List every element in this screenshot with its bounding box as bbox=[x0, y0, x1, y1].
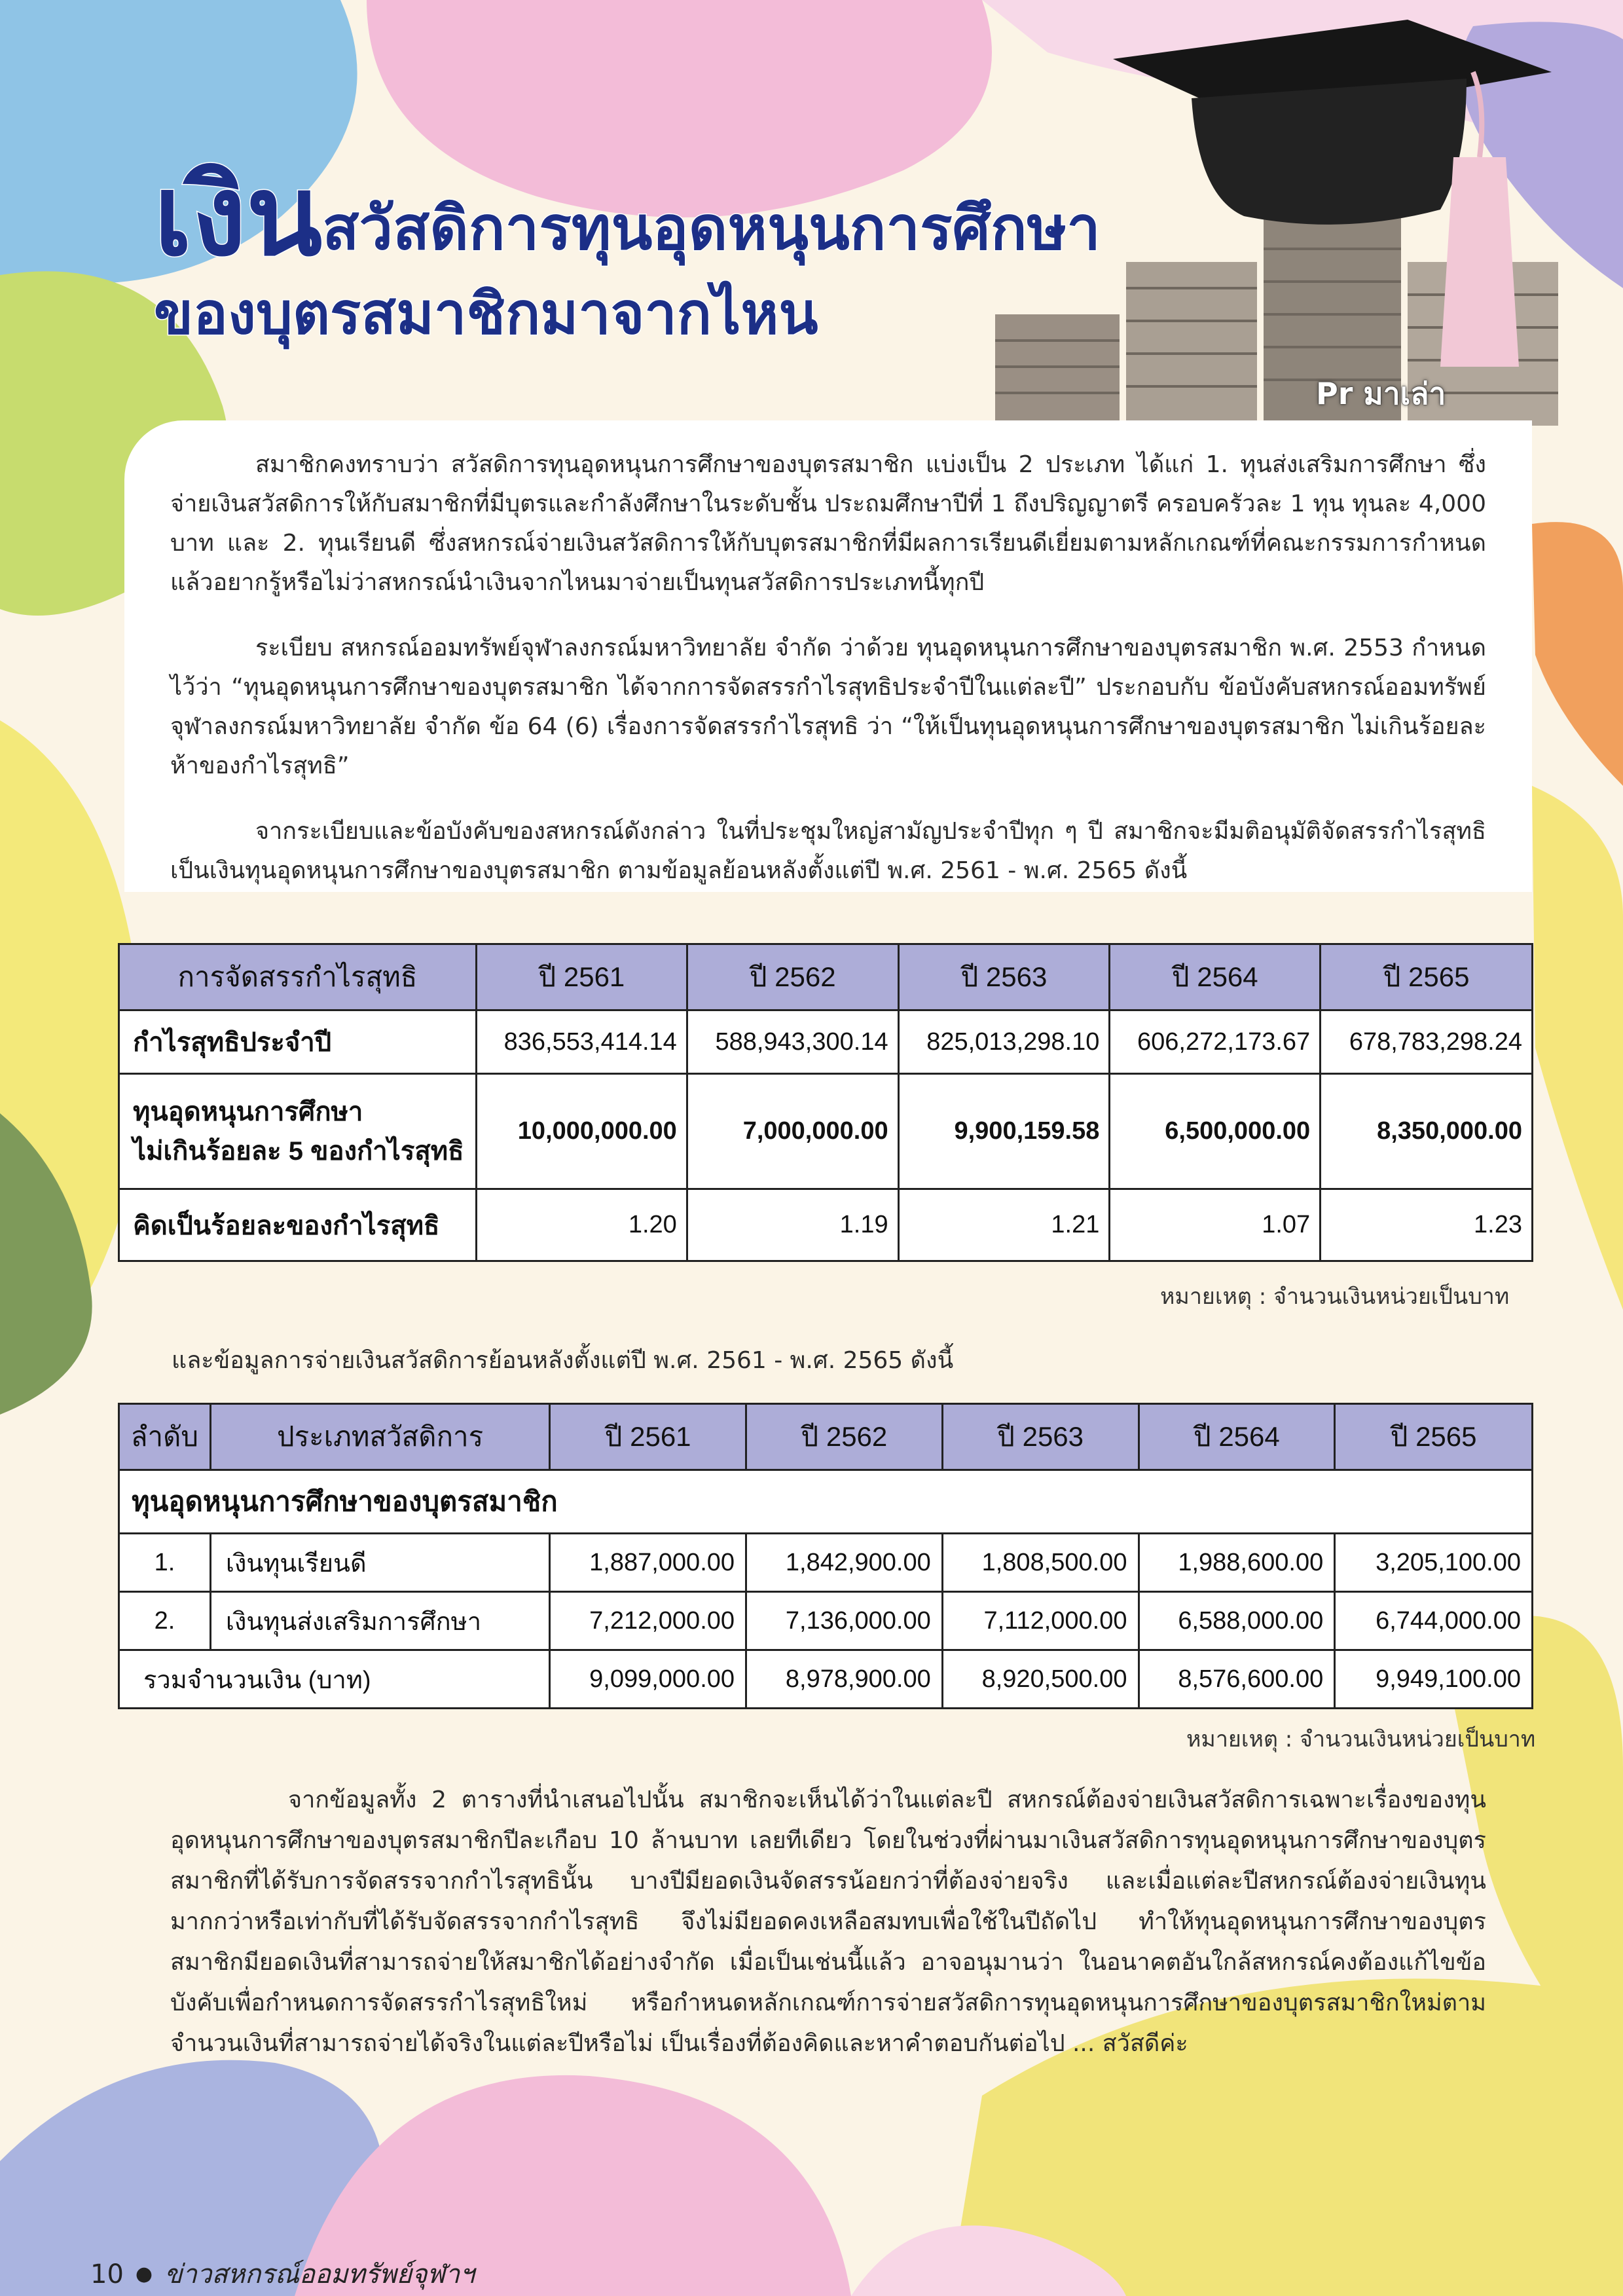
table-total-row bbox=[119, 1650, 1533, 1709]
conclusion-paragraph: จากข้อมูลทั้ง 2 ตารางที่นำเสนอไปนั้น สมาชิกจะเห็นได้ว่าในแต่ละปี สหกรณ์ต้องจ่ายเงินสวัสดิการเฉพาะเรื่องของทุนอุดหนุนการศึกษาของบุตรสมาชิกปีละเกือบ 10 ล้านบาท เลยทีเดียว โดยในช่วงที่ผ่านมาเงินสวัสดิการทุนอุดหนุนการศึกษาของบุตรสมาชิกที่ได้รับการจัดสรรจากกำไรสุทธินั้น บางปีมียอดเงินจัดสรรน้อยกว่าที่ต้องจ่ายจริง และเมื่อแต่ละปีสหกรณ์ต้องจ่ายเงินทุนมากกว่าหรือเท่ากับที่ได้รับจัดสรรจากกำไรสุทธิ จึงไม่มียอดคงเหลือสมทบเพื่อใช้ในปีถัดไป ทำให้ทุนอุดหนุนการศึกษาของบุตรสมาชิกมียอดเงินที่สามารถจ่ายให้สมาชิกได้อย่างจำกัด เมื่อเป็นเช่นนี้แล้ว อาจอนุมานว่า ในอนาคตอันใกล้สหกรณ์คงต้องแก้ไขข้อบังคับเพื่อกำหนดการจัดสรรกำไรสุทธิใหม่ หรือกำหนดหลักเกณฑ์การจ่ายสวัสดิการทุนอุดหนุนการศึกษาของบุตรสมาชิกใหม่ตามจำนวนเงินที่สามารถจ่ายได้จริงในแต่ละปีหรือไม่ เป็นเรื่องที่ต้องคิดและหาคำตอบกันต่อไป ... สวัสดีค่ะ bbox=[170, 1787, 1486, 2057]
table-header: ปี 2563 bbox=[898, 944, 1110, 1010]
table-header: ปี 2565 bbox=[1335, 1404, 1533, 1470]
welfare-type: เงินทุนเรียนดี bbox=[210, 1534, 549, 1592]
row-label-line2: ไม่เกินร้อยละ 5 ของกำไรสุทธิ bbox=[133, 1136, 464, 1166]
section-heading: ทุนอุดหนุนการศึกษาของบุตรสมาชิก bbox=[119, 1470, 1533, 1534]
table-cell: 1.19 bbox=[687, 1189, 898, 1261]
total-cell: 8,978,900.00 bbox=[746, 1650, 943, 1709]
table-header: ปี 2564 bbox=[1139, 1404, 1335, 1470]
bullet-icon: ● bbox=[135, 2263, 153, 2286]
table-header-row bbox=[119, 1404, 1533, 1470]
total-cell: 9,099,000.00 bbox=[550, 1650, 746, 1709]
intro-paragraph-3: จากระเบียบและข้อบังคับของสหกรณ์ดังกล่าว ในที่ประชุมใหญ่สามัญประจำปีทุก ๆ ปี สมาชิกจะมีมติอนุมัติจัดสรรกำไรสุทธิเป็นเงินทุนอุดหนุนการศึกษาของบุตรสมาชิก ตามข้อมูลย้อนหลังตั้งแต่ปี พ.ศ. 2561 - พ.ศ. 2565 ดังนี้ bbox=[170, 818, 1486, 884]
table-cell: 1,808,500.00 bbox=[942, 1534, 1139, 1592]
total-cell: 8,920,500.00 bbox=[942, 1650, 1139, 1709]
intro-paragraph-1: สมาชิกคงทราบว่า สวัสดิการทุนอุดหนุนการศึกษาของบุตรสมาชิก แบ่งเป็น 2 ประเภท ได้แก่ 1. ทุนส่งเสริมการศึกษา ซึ่งจ่ายเงินสวัสดิการให้กับสมาชิกที่มีบุตรและกำลังศึกษาในระดับชั้น ประถมศึกษาปีที่ 1 ถึงปริญญาตรี ครอบครัวละ 1 ทุน ทุนละ 4,000 บาท และ 2. ทุนเรียนดี ซึ่งสหกรณ์จ่ายเงินสวัสดิการให้กับบุตรสมาชิกที่มีผลการเรียนดีเยี่ยมตามหลักเกณฑ์ที่คณะกรรมการกำหนด แล้วอยากรู้หรือไม่ว่าสหกรณ์นำเงินจากไหนมาจ่ายเป็นทุนสวัสดิการประเภทนี้ทุกปี bbox=[170, 451, 1486, 596]
table-row bbox=[119, 1074, 1533, 1189]
title-line2: ของบุตรสมาชิกมาจากไหน bbox=[154, 280, 818, 347]
table-header-row bbox=[119, 944, 1533, 1010]
table-cell: 6,500,000.00 bbox=[1110, 1074, 1321, 1189]
total-cell: 8,576,600.00 bbox=[1139, 1650, 1335, 1709]
table-cell: 588,943,300.14 bbox=[687, 1010, 898, 1074]
table-header: ปี 2561 bbox=[477, 944, 687, 1010]
table-cell: 7,000,000.00 bbox=[687, 1074, 898, 1189]
table-cell: 678,783,298.24 bbox=[1321, 1010, 1533, 1074]
row-number: 1. bbox=[119, 1534, 211, 1592]
table-cell: 9,900,159.58 bbox=[898, 1074, 1110, 1189]
table-header: ประเภทสวัสดิการ bbox=[210, 1404, 549, 1470]
table-cell: 3,205,100.00 bbox=[1335, 1534, 1533, 1592]
welfare-payment-table bbox=[118, 1403, 1533, 1709]
table2-note: หมายเหตุ : จำนวนเงินหน่วยเป็นบาท bbox=[1186, 1726, 1536, 1752]
table-row bbox=[119, 1592, 1533, 1650]
title-line1-rest: สวัสดิการทุนอุดหนุนการศึกษา bbox=[322, 193, 1101, 263]
table-cell: 8,350,000.00 bbox=[1321, 1074, 1533, 1189]
table-cell: 6,588,000.00 bbox=[1139, 1592, 1335, 1650]
table-header: ปี 2562 bbox=[687, 944, 898, 1010]
table-cell: 7,136,000.00 bbox=[746, 1592, 943, 1650]
row-label: คิดเป็นร้อยละของกำไรสุทธิ bbox=[119, 1189, 477, 1261]
table-header: ปี 2564 bbox=[1110, 944, 1321, 1010]
table-header: ปี 2561 bbox=[550, 1404, 746, 1470]
table-cell: 1.23 bbox=[1321, 1189, 1533, 1261]
table-cell: 1,887,000.00 bbox=[550, 1534, 746, 1592]
table1-note: หมายเหตุ : จำนวนเงินหน่วยเป็นบาท bbox=[1160, 1284, 1510, 1310]
page-footer bbox=[90, 2253, 475, 2295]
table-cell: 836,553,414.14 bbox=[477, 1010, 687, 1074]
table-cell: 10,000,000.00 bbox=[477, 1074, 687, 1189]
page-number: 10 bbox=[90, 2259, 124, 2289]
table-cell: 7,112,000.00 bbox=[942, 1592, 1139, 1650]
table-cell: 6,744,000.00 bbox=[1335, 1592, 1533, 1650]
row-label bbox=[119, 1074, 477, 1189]
welfare-type: เงินทุนส่งเสริมการศึกษา bbox=[210, 1592, 549, 1650]
table-header: ปี 2562 bbox=[746, 1404, 943, 1470]
between-text: และข้อมูลการจ่ายเงินสวัสดิการย้อนหลังตั้งแต่ปี พ.ศ. 2561 - พ.ศ. 2565 ดังนี้ bbox=[172, 1347, 954, 1374]
table-row bbox=[119, 1189, 1533, 1261]
table-cell: 825,013,298.10 bbox=[898, 1010, 1110, 1074]
total-label: รวมจำนวนเงิน (บาท) bbox=[119, 1650, 550, 1709]
table-cell: 1.21 bbox=[898, 1189, 1110, 1261]
table-cell: 1.07 bbox=[1110, 1189, 1321, 1261]
total-cell: 9,949,100.00 bbox=[1335, 1650, 1533, 1709]
table-header: ลำดับ bbox=[119, 1404, 211, 1470]
profit-allocation-table bbox=[118, 943, 1533, 1262]
publication-name: ข่าวสหกรณ์ออมทรัพย์จุฬาฯ bbox=[164, 2259, 475, 2289]
table-cell: 606,272,173.67 bbox=[1110, 1010, 1321, 1074]
byline: Pr มาเล่า bbox=[1316, 376, 1446, 411]
table-header: การจัดสรรกำไรสุทธิ bbox=[119, 944, 477, 1010]
table-header: ปี 2563 bbox=[942, 1404, 1139, 1470]
table-section-row bbox=[119, 1470, 1533, 1534]
table-cell: 1,988,600.00 bbox=[1139, 1534, 1335, 1592]
table-row bbox=[119, 1534, 1533, 1592]
title-big-word: เงิน bbox=[154, 151, 323, 281]
row-number: 2. bbox=[119, 1592, 211, 1650]
table-cell: 1,842,900.00 bbox=[746, 1534, 943, 1592]
row-label: กำไรสุทธิประจำปี bbox=[119, 1010, 477, 1074]
table-header: ปี 2565 bbox=[1321, 944, 1533, 1010]
article-title bbox=[154, 151, 1136, 350]
row-label-line1: ทุนอุดหนุนการศึกษา bbox=[133, 1097, 363, 1126]
intro-paragraph-2: ระเบียบ สหกรณ์ออมทรัพย์จุฬาลงกรณ์มหาวิทยาลัย จำกัด ว่าด้วย ทุนอุดหนุนการศึกษาของบุตรสมาชิก พ.ศ. 2553 กำหนดไว้ว่า “ทุนอุดหนุนการศึกษาของบุตรสมาชิก ได้จากการจัดสรรกำไรสุทธิประจำปีในแต่ละปี” ประกอบกับ ข้อบังคับสหกรณ์ออมทรัพย์จุฬาลงกรณ์มหาวิทยาลัย จำกัด ข้อ 64 (6) เรื่องการจัดสรรกำไรสุทธิ ว่า “ให้เป็นทุนอุดหนุนการศึกษาของบุตรสมาชิก ไม่เกินร้อยละห้าของกำไรสุทธิ” bbox=[170, 635, 1486, 779]
table-cell: 7,212,000.00 bbox=[550, 1592, 746, 1650]
table-row bbox=[119, 1010, 1533, 1074]
table-cell: 1.20 bbox=[477, 1189, 687, 1261]
